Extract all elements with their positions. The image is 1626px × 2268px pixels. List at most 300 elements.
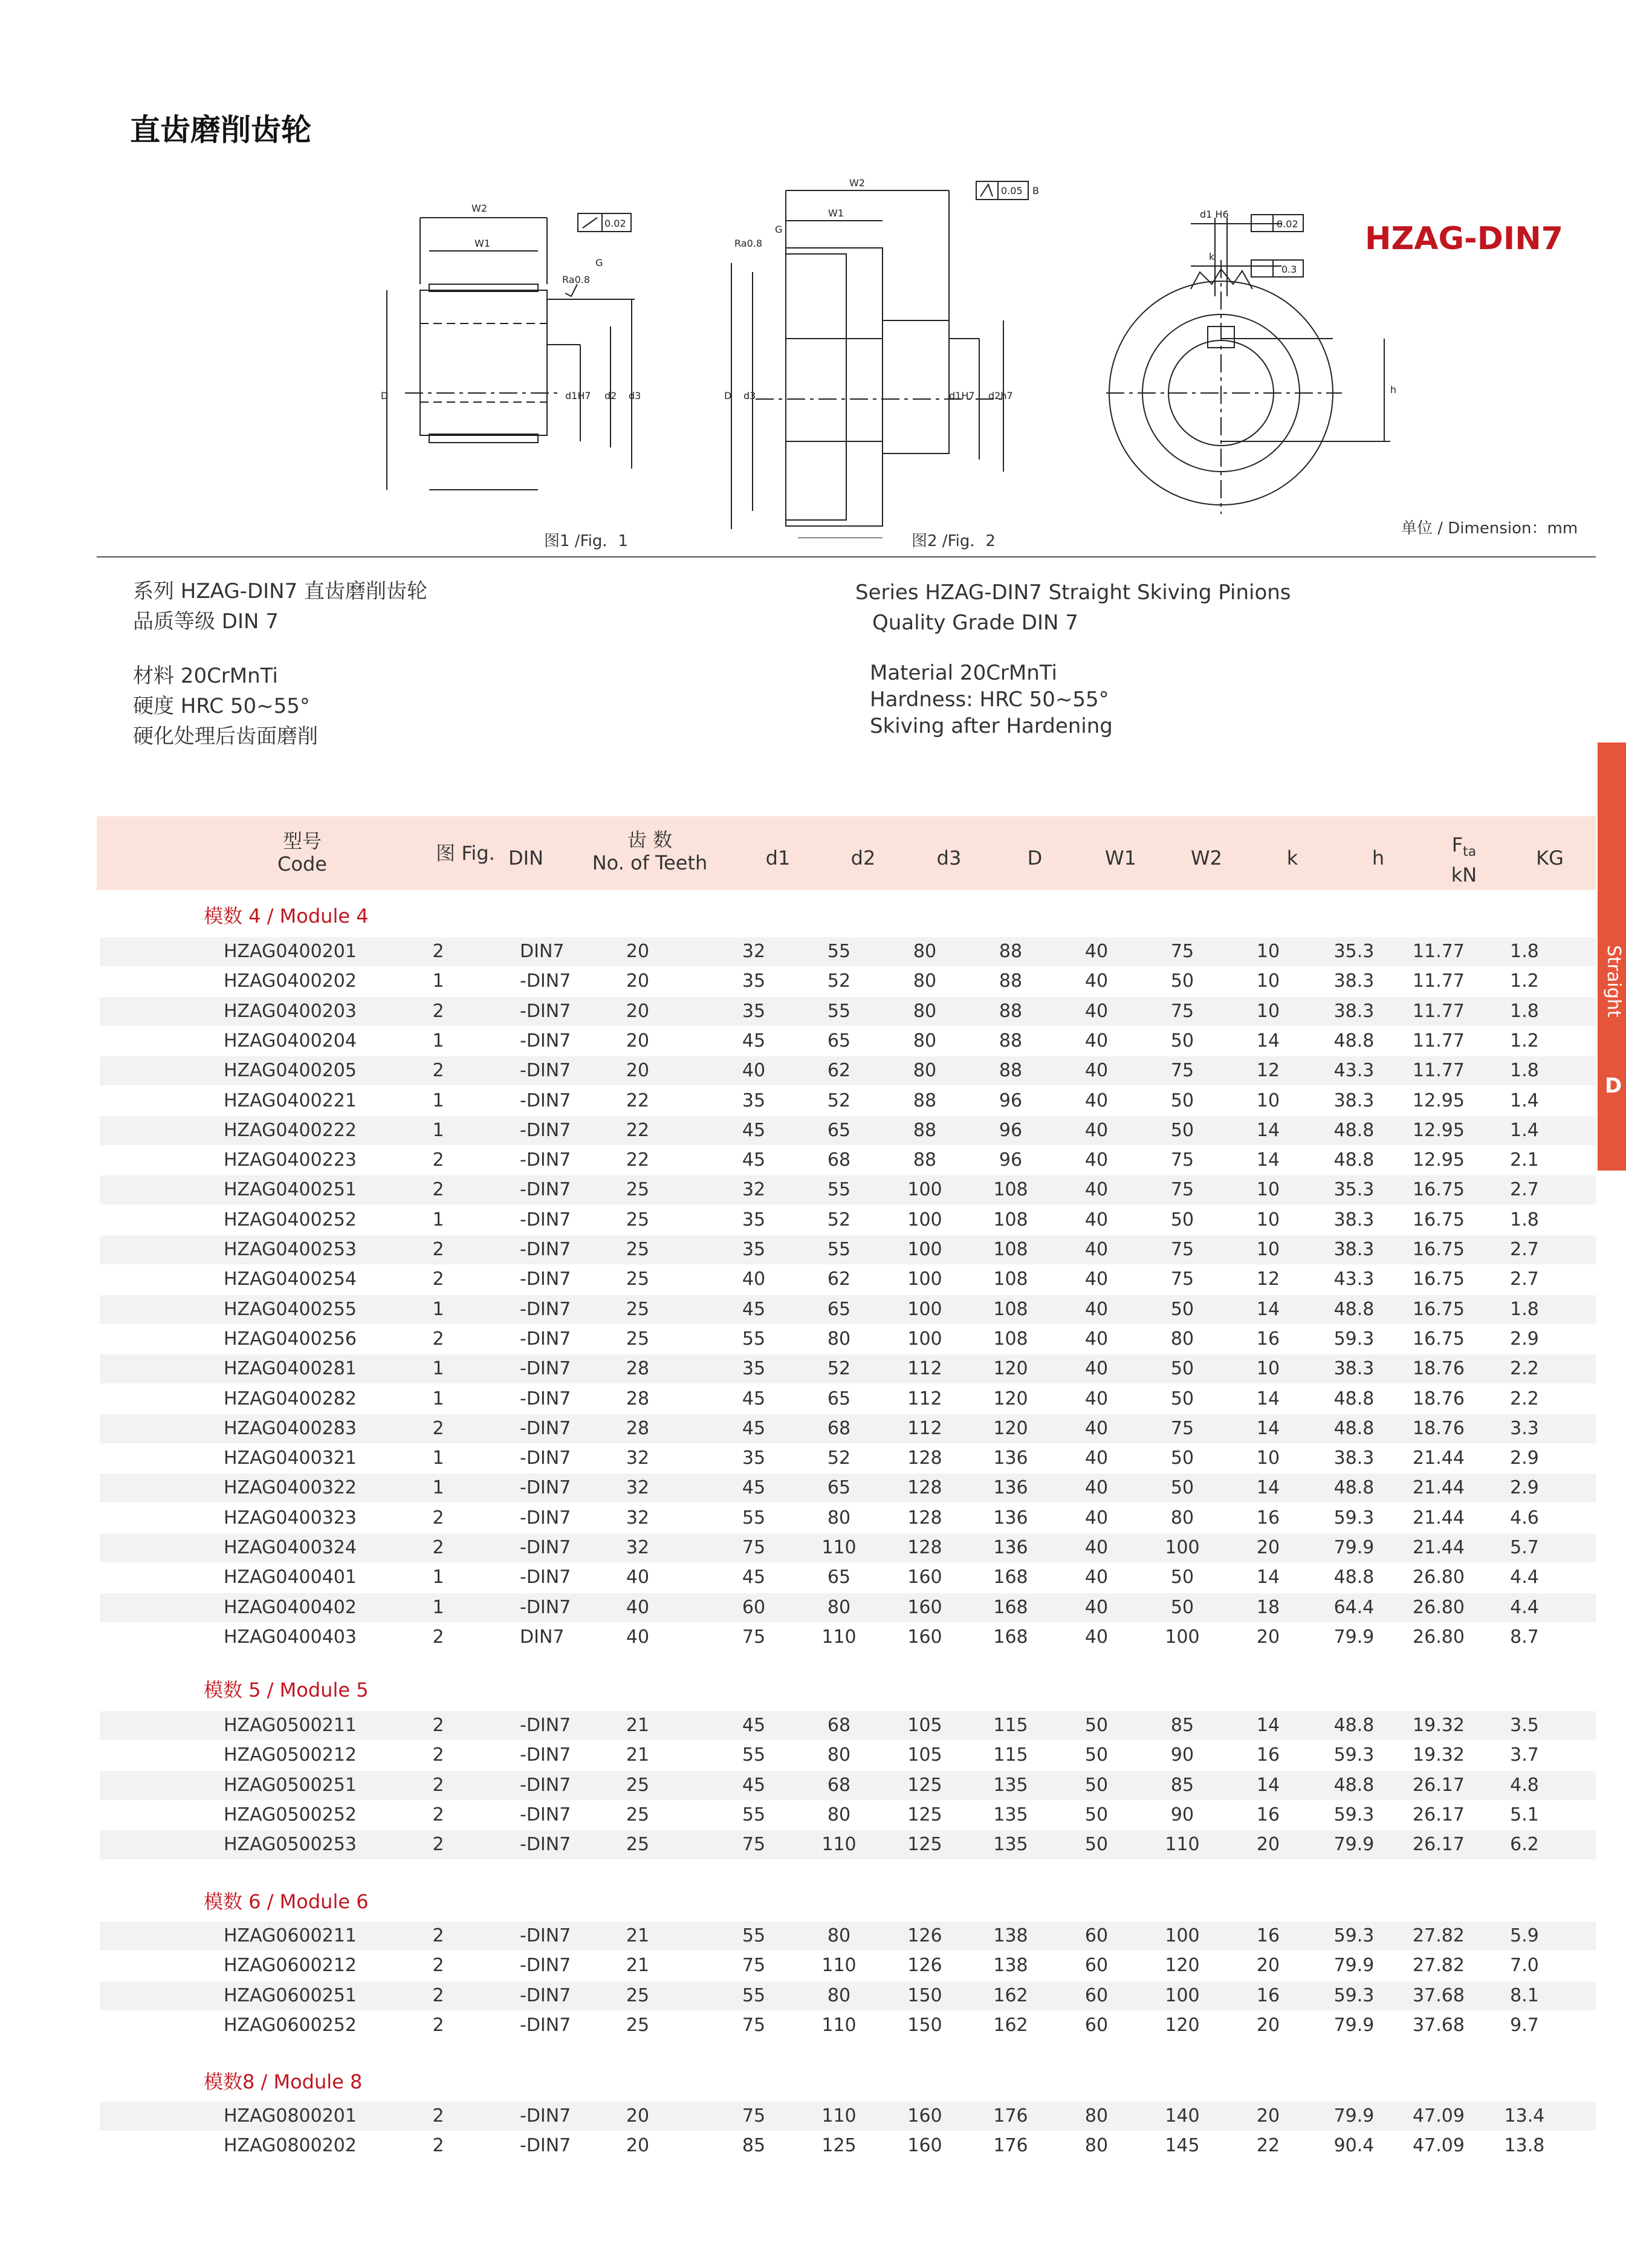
cell-d3: 125 <box>907 1804 942 1825</box>
cell-teeth: 32 <box>626 1507 650 1529</box>
svg-text:D: D <box>381 390 389 401</box>
cell-fta: 16.75 <box>1413 1298 1465 1320</box>
cell-din: -DIN7 <box>520 1298 571 1320</box>
cell-kg: 5.7 <box>1510 1537 1539 1558</box>
cell-din: -DIN7 <box>520 1774 571 1796</box>
cell-W1: 40 <box>1084 1179 1109 1201</box>
cell-W1: 40 <box>1084 1507 1109 1529</box>
cell-din: -DIN7 <box>520 1804 571 1825</box>
table-row <box>100 997 1596 1026</box>
svg-text:d1H7: d1H7 <box>565 390 591 401</box>
cell-d1: 35 <box>742 970 766 992</box>
cell-D: 108 <box>993 1179 1028 1201</box>
cell-D: 168 <box>993 1596 1028 1618</box>
cell-d2: 52 <box>827 1358 851 1380</box>
cell-fta: 12.95 <box>1413 1090 1465 1111</box>
cell-d1: 55 <box>742 1328 766 1350</box>
cell-W1: 40 <box>1084 941 1109 962</box>
cell-W1: 40 <box>1084 1149 1109 1171</box>
cell-kg: 1.2 <box>1510 970 1539 992</box>
cell-k: 14 <box>1256 1119 1280 1141</box>
cell-teeth: 25 <box>626 1834 650 1856</box>
spec-hardness-cn: 硬度 HRC 50~55° <box>133 694 310 718</box>
cell-h: 48.8 <box>1333 1030 1375 1051</box>
cell-k: 14 <box>1256 1388 1280 1409</box>
header-fig: 图 Fig. <box>436 842 495 865</box>
cell-fig: 1 <box>432 1030 444 1051</box>
table-row <box>100 1175 1596 1204</box>
cell-k: 14 <box>1256 1715 1280 1736</box>
cell-fig: 2 <box>432 1774 444 1796</box>
cell-code: HZAG0400254 <box>224 1269 357 1290</box>
cell-D: 88 <box>999 970 1023 992</box>
cell-fta: 12.95 <box>1413 1149 1465 1171</box>
cell-fig: 2 <box>432 1149 444 1171</box>
svg-text:d2: d2 <box>604 390 617 401</box>
cell-h: 48.8 <box>1333 1477 1375 1499</box>
table-row <box>100 1206 1596 1235</box>
cell-d1: 40 <box>742 1060 766 1082</box>
cell-W1: 50 <box>1084 1804 1109 1825</box>
cell-kg: 1.4 <box>1510 1090 1539 1111</box>
cell-D: 88 <box>999 941 1023 962</box>
cell-W2: 140 <box>1165 2105 1200 2127</box>
cell-W2: 50 <box>1170 1209 1194 1230</box>
cell-W1: 60 <box>1084 1925 1109 1946</box>
cell-h: 38.3 <box>1333 1239 1375 1260</box>
cell-fta: 16.75 <box>1413 1209 1465 1230</box>
cell-fta: 26.80 <box>1413 1596 1465 1618</box>
cell-code: HZAG0400283 <box>224 1417 357 1439</box>
spec-quality-en: Quality Grade DIN 7 <box>872 611 1078 635</box>
cell-kg: 1.8 <box>1510 1209 1539 1230</box>
cell-D: 88 <box>999 1000 1023 1022</box>
cell-W2: 75 <box>1170 941 1194 962</box>
cell-k: 14 <box>1256 1030 1280 1051</box>
cell-d2: 80 <box>827 1596 851 1618</box>
cell-k: 14 <box>1256 1417 1280 1439</box>
cell-d2: 80 <box>827 1507 851 1529</box>
cell-W1: 40 <box>1084 1567 1109 1588</box>
header-d3: d3 <box>936 846 962 869</box>
cell-d1: 45 <box>742 1119 766 1141</box>
cell-d2: 55 <box>827 1000 851 1022</box>
table-row <box>100 1056 1596 1085</box>
header-din: DIN <box>508 846 543 869</box>
cell-d3: 88 <box>913 1090 937 1111</box>
cell-din: -DIN7 <box>520 1328 571 1350</box>
cell-d1: 55 <box>742 1984 766 2006</box>
cell-h: 59.3 <box>1333 1328 1375 1350</box>
cell-D: 135 <box>993 1774 1028 1796</box>
cell-W1: 40 <box>1084 1596 1109 1618</box>
cell-d1: 35 <box>742 1358 766 1380</box>
cell-W2: 50 <box>1170 1298 1194 1320</box>
cell-fta: 19.32 <box>1413 1744 1465 1766</box>
svg-text:Ra0.8: Ra0.8 <box>734 238 763 249</box>
cell-k: 10 <box>1256 1000 1280 1022</box>
figure-2-caption: 图2 /Fig．2 <box>912 532 996 550</box>
cell-W1: 80 <box>1084 2135 1109 2157</box>
cell-d2: 62 <box>827 1060 851 1082</box>
cell-code: HZAG0400201 <box>224 941 357 962</box>
table-row <box>100 1504 1596 1533</box>
cell-h: 59.3 <box>1333 1804 1375 1825</box>
table-row <box>100 1981 1596 2010</box>
cell-d1: 75 <box>742 1955 766 1977</box>
cell-h: 48.8 <box>1333 1119 1375 1141</box>
cell-fta: 16.75 <box>1413 1328 1465 1350</box>
cell-d3: 100 <box>907 1269 942 1290</box>
module-label: 模数 4 / Module 4 <box>204 905 369 928</box>
cell-D: 162 <box>993 1984 1028 2006</box>
cell-h: 79.9 <box>1333 1955 1375 1977</box>
cell-d2: 80 <box>827 1984 851 2006</box>
table-row <box>100 1116 1596 1145</box>
table-row <box>100 1771 1596 1800</box>
cell-D: 120 <box>993 1417 1028 1439</box>
cell-d2: 55 <box>827 1239 851 1260</box>
cell-teeth: 28 <box>626 1417 650 1439</box>
cell-teeth: 20 <box>626 1030 650 1051</box>
cell-fta: 37.68 <box>1413 2014 1465 2036</box>
cell-d3: 150 <box>907 2014 942 2036</box>
cell-k: 20 <box>1256 1626 1280 1648</box>
cell-fig: 1 <box>432 1448 444 1469</box>
cell-d2: 52 <box>827 970 851 992</box>
cell-D: 120 <box>993 1388 1028 1409</box>
table-row <box>100 1830 1596 1859</box>
table-row <box>100 1027 1596 1056</box>
cell-D: 138 <box>993 1955 1028 1977</box>
cell-D: 88 <box>999 1030 1023 1051</box>
svg-text:G: G <box>595 257 603 268</box>
cell-W2: 50 <box>1170 1567 1194 1588</box>
cell-d2: 110 <box>821 1955 857 1977</box>
cell-W2: 145 <box>1165 2135 1200 2157</box>
cell-D: 176 <box>993 2105 1028 2127</box>
cell-kg: 13.4 <box>1504 2105 1545 2127</box>
cell-fta: 12.95 <box>1413 1119 1465 1141</box>
cell-fig: 2 <box>432 1328 444 1350</box>
cell-teeth: 32 <box>626 1537 650 1558</box>
cell-D: 136 <box>993 1477 1028 1499</box>
cell-teeth: 25 <box>626 1804 650 1825</box>
module-label: 模数 5 / Module 5 <box>204 1678 369 1701</box>
cell-teeth: 21 <box>626 1715 650 1736</box>
cell-d1: 40 <box>742 1269 766 1290</box>
cell-teeth: 40 <box>626 1596 650 1618</box>
cell-k: 20 <box>1256 1834 1280 1856</box>
cell-W1: 40 <box>1084 1030 1109 1051</box>
cell-d2: 65 <box>827 1119 851 1141</box>
side-tab-letter: D <box>1605 1074 1622 1098</box>
cell-h: 43.3 <box>1333 1269 1375 1290</box>
cell-teeth: 28 <box>626 1388 650 1409</box>
cell-h: 59.3 <box>1333 1744 1375 1766</box>
cell-fta: 26.17 <box>1413 1834 1465 1856</box>
cell-code: HZAG0400221 <box>224 1090 357 1111</box>
cell-k: 16 <box>1256 1328 1280 1350</box>
cell-fta: 19.32 <box>1413 1715 1465 1736</box>
cell-code: HZAG0500211 <box>224 1715 357 1736</box>
cell-d3: 105 <box>907 1744 942 1766</box>
cell-fta: 21.44 <box>1413 1507 1465 1529</box>
cell-d1: 55 <box>742 1925 766 1946</box>
cell-fig: 2 <box>432 1925 444 1946</box>
cell-kg: 2.1 <box>1510 1149 1539 1171</box>
cell-teeth: 20 <box>626 2105 650 2127</box>
table-row <box>100 2131 1596 2160</box>
cell-W2: 100 <box>1165 1537 1200 1558</box>
cell-fig: 1 <box>432 1209 444 1230</box>
cell-W2: 50 <box>1170 1388 1194 1409</box>
svg-text:d2h7: d2h7 <box>988 390 1013 401</box>
cell-din: -DIN7 <box>520 1060 571 1082</box>
cell-fta: 18.76 <box>1413 1358 1465 1380</box>
cell-teeth: 21 <box>626 1955 650 1977</box>
cell-W1: 40 <box>1084 1269 1109 1290</box>
svg-text:d3: d3 <box>743 390 756 401</box>
cell-h: 79.9 <box>1333 1626 1375 1648</box>
svg-text:h: h <box>1390 384 1397 395</box>
cell-W1: 40 <box>1084 1448 1109 1469</box>
cell-din: -DIN7 <box>520 1000 571 1022</box>
cell-d3: 128 <box>907 1507 942 1529</box>
cell-kg: 1.4 <box>1510 1119 1539 1141</box>
header-D: D <box>1027 846 1043 869</box>
cell-code: HZAG0400403 <box>224 1626 357 1648</box>
cell-code: HZAG0400205 <box>224 1060 357 1082</box>
cell-d3: 112 <box>907 1417 942 1439</box>
table-row <box>100 1385 1596 1414</box>
cell-code: HZAG0500253 <box>224 1834 357 1856</box>
cell-d2: 65 <box>827 1567 851 1588</box>
table-row <box>100 2011 1596 2040</box>
cell-d1: 45 <box>742 1030 766 1051</box>
cell-fig: 2 <box>432 2105 444 2127</box>
cell-kg: 3.5 <box>1510 1715 1539 1736</box>
cell-din: -DIN7 <box>520 1417 571 1439</box>
cell-kg: 6.2 <box>1510 1834 1539 1856</box>
cell-fig: 2 <box>432 1984 444 2006</box>
cell-W1: 80 <box>1084 2105 1109 2127</box>
cell-fig: 2 <box>432 1537 444 1558</box>
table-header <box>97 816 1596 890</box>
cell-k: 14 <box>1256 1298 1280 1320</box>
cell-code: HZAG0500251 <box>224 1774 357 1796</box>
cell-kg: 4.4 <box>1510 1567 1539 1588</box>
table-row <box>100 1801 1596 1830</box>
cell-fig: 2 <box>432 1179 444 1201</box>
svg-text:G: G <box>775 224 783 235</box>
cell-d3: 80 <box>913 1030 937 1051</box>
cell-d2: 62 <box>827 1269 851 1290</box>
cell-W1: 40 <box>1084 1358 1109 1380</box>
cell-W2: 75 <box>1170 1149 1194 1171</box>
figure-1-drawing <box>363 193 677 532</box>
brand-name: HZAG-DIN7 <box>1365 221 1563 257</box>
cell-code: HZAG0400251 <box>224 1179 357 1201</box>
cell-din: -DIN7 <box>520 1388 571 1409</box>
cell-din: -DIN7 <box>520 1477 571 1499</box>
svg-text:d3: d3 <box>629 390 641 401</box>
cell-h: 48.8 <box>1333 1774 1375 1796</box>
cell-D: 96 <box>999 1149 1023 1171</box>
cell-W2: 80 <box>1170 1328 1194 1350</box>
cell-d2: 80 <box>827 1744 851 1766</box>
cell-din: -DIN7 <box>520 1179 571 1201</box>
cell-h: 64.4 <box>1333 1596 1375 1618</box>
cell-k: 22 <box>1256 2135 1280 2157</box>
cell-d3: 100 <box>907 1298 942 1320</box>
table-row <box>100 1623 1596 1652</box>
cell-code: HZAG0800202 <box>224 2135 357 2157</box>
cell-d1: 75 <box>742 1834 766 1856</box>
cell-d1: 45 <box>742 1417 766 1439</box>
cell-d1: 45 <box>742 1567 766 1588</box>
cell-fta: 26.80 <box>1413 1567 1465 1588</box>
cell-d3: 88 <box>913 1119 937 1141</box>
cell-kg: 5.9 <box>1510 1925 1539 1946</box>
cell-h: 35.3 <box>1333 1179 1375 1201</box>
cell-d2: 110 <box>821 2105 857 2127</box>
cell-h: 38.3 <box>1333 1358 1375 1380</box>
cell-fta: 11.77 <box>1413 1060 1465 1082</box>
cell-fig: 1 <box>432 1358 444 1380</box>
cell-teeth: 25 <box>626 1179 650 1201</box>
cell-W1: 40 <box>1084 1209 1109 1230</box>
cell-teeth: 25 <box>626 1298 650 1320</box>
cell-d2: 68 <box>827 1149 851 1171</box>
cell-teeth: 25 <box>626 1239 650 1260</box>
cell-W2: 75 <box>1170 1269 1194 1290</box>
cell-W2: 90 <box>1170 1804 1194 1825</box>
spec-hardness-en: Hardness: HRC 50~55° <box>870 687 1109 712</box>
cell-D: 88 <box>999 1060 1023 1082</box>
cell-din: -DIN7 <box>520 2135 571 2157</box>
cell-fig: 1 <box>432 1388 444 1409</box>
cell-kg: 13.8 <box>1504 2135 1545 2157</box>
cell-teeth: 25 <box>626 1774 650 1796</box>
cell-d3: 125 <box>907 1774 942 1796</box>
cell-d3: 80 <box>913 1060 937 1082</box>
side-tab <box>1598 742 1626 1171</box>
cell-fta: 47.09 <box>1413 2105 1465 2127</box>
cell-k: 14 <box>1256 1774 1280 1796</box>
cell-D: 108 <box>993 1209 1028 1230</box>
cell-h: 79.9 <box>1333 2105 1375 2127</box>
cell-h: 38.3 <box>1333 1090 1375 1111</box>
spec-chinese <box>133 576 427 752</box>
cell-fig: 1 <box>432 1119 444 1141</box>
cell-d2: 80 <box>827 1804 851 1825</box>
cell-d1: 75 <box>742 1537 766 1558</box>
cell-kg: 2.7 <box>1510 1179 1539 1201</box>
cell-W1: 50 <box>1084 1744 1109 1766</box>
cell-kg: 2.2 <box>1510 1388 1539 1409</box>
cell-k: 14 <box>1256 1477 1280 1499</box>
cell-W2: 85 <box>1170 1715 1194 1736</box>
table-row <box>100 1087 1596 1116</box>
cell-d1: 45 <box>742 1477 766 1499</box>
cell-d2: 68 <box>827 1715 851 1736</box>
table-row <box>100 1295 1596 1324</box>
cell-fig: 1 <box>432 970 444 992</box>
cell-d2: 55 <box>827 941 851 962</box>
cell-fig: 2 <box>432 1060 444 1082</box>
svg-text:k: k <box>1209 251 1215 262</box>
figure-3-drawing <box>1100 200 1414 514</box>
cell-h: 38.3 <box>1333 1000 1375 1022</box>
cell-fig: 2 <box>432 1000 444 1022</box>
cell-k: 16 <box>1256 1507 1280 1529</box>
cell-D: 168 <box>993 1567 1028 1588</box>
cell-code: HZAG0400252 <box>224 1209 357 1230</box>
cell-fig: 2 <box>432 2014 444 2036</box>
cell-d2: 110 <box>821 1537 857 1558</box>
cell-W2: 85 <box>1170 1774 1194 1796</box>
cell-D: 136 <box>993 1537 1028 1558</box>
cell-d2: 52 <box>827 1448 851 1469</box>
cell-teeth: 25 <box>626 1269 650 1290</box>
cell-d3: 100 <box>907 1328 942 1350</box>
table-row <box>100 1593 1596 1622</box>
svg-text:W1: W1 <box>828 207 844 219</box>
cell-W2: 100 <box>1165 1626 1200 1648</box>
table-row <box>100 1444 1596 1473</box>
cell-W2: 100 <box>1165 1925 1200 1946</box>
spec-material-en: Material 20CrMnTi <box>870 661 1057 685</box>
cell-W1: 60 <box>1084 1984 1109 2006</box>
cell-d3: 128 <box>907 1477 942 1499</box>
cell-teeth: 25 <box>626 1328 650 1350</box>
cell-h: 59.3 <box>1333 1984 1375 2006</box>
cell-din: -DIN7 <box>520 1239 571 1260</box>
cell-d1: 32 <box>742 1179 766 1201</box>
cell-D: 168 <box>993 1626 1028 1648</box>
cell-code: HZAG0400253 <box>224 1239 357 1260</box>
cell-h: 43.3 <box>1333 1060 1375 1082</box>
cell-kg: 2.7 <box>1510 1239 1539 1260</box>
cell-fta: 37.68 <box>1413 1984 1465 2006</box>
header-kg: KG <box>1536 846 1564 869</box>
cell-din: -DIN7 <box>520 1209 571 1230</box>
cell-din: -DIN7 <box>520 1955 571 1977</box>
cell-kg: 2.9 <box>1510 1477 1539 1499</box>
cell-W2: 50 <box>1170 970 1194 992</box>
cell-d1: 35 <box>742 1239 766 1260</box>
cell-D: 120 <box>993 1358 1028 1380</box>
cell-D: 108 <box>993 1328 1028 1350</box>
cell-k: 12 <box>1256 1060 1280 1082</box>
cell-d2: 55 <box>827 1179 851 1201</box>
header-code: 型号 Code <box>277 830 327 876</box>
cell-teeth: 25 <box>626 2014 650 2036</box>
cell-fig: 2 <box>432 1715 444 1736</box>
cell-W2: 120 <box>1165 2014 1200 2036</box>
cell-d1: 75 <box>742 1626 766 1648</box>
cell-teeth: 20 <box>626 970 650 992</box>
cell-din: -DIN7 <box>520 1149 571 1171</box>
cell-kg: 8.7 <box>1510 1626 1539 1648</box>
cell-D: 135 <box>993 1834 1028 1856</box>
cell-d3: 150 <box>907 1984 942 2006</box>
cell-W2: 50 <box>1170 1358 1194 1380</box>
cell-W2: 90 <box>1170 1744 1194 1766</box>
cell-teeth: 20 <box>626 941 650 962</box>
spec-series-en: Series HZAG-DIN7 Straight Skiving Pinions <box>855 580 1291 605</box>
